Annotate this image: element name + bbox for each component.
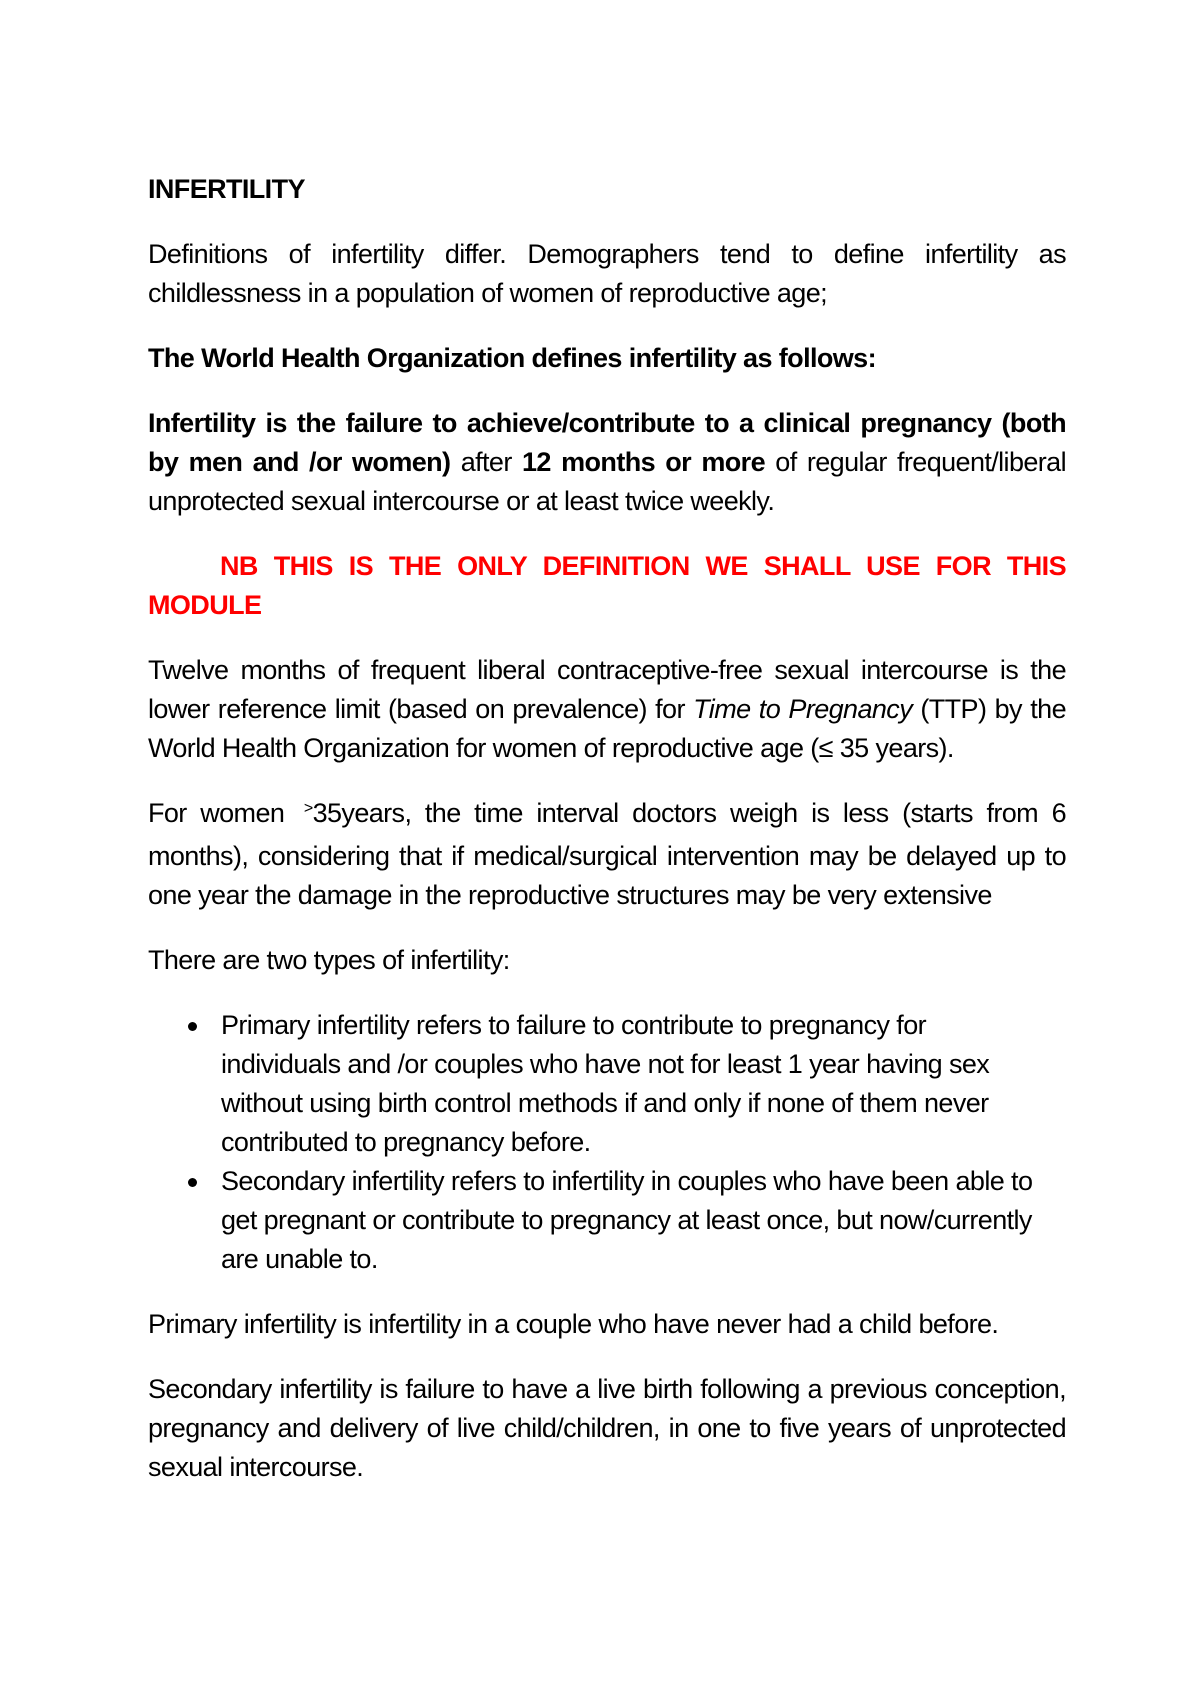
who-definition-bold-main: Infertility is the failure to achieve/contribute to a clinical pregnancy (both by men and /or women): [148, 408, 1066, 477]
list-item: [148, 1162, 1066, 1279]
document-title: INFERTILITY: [148, 174, 305, 204]
intro-paragraph: Definitions of infertility differ. Demographers tend to define infertility as childlessness in a population of women of reproductive age;: [148, 239, 1066, 308]
primary-summary: Primary infertility is infertility in a couple who have never had a child before.: [148, 1309, 999, 1339]
ttp-term: Time to Pregnancy: [693, 694, 913, 724]
list-item: [148, 1006, 1066, 1162]
greater-than-symbol: >: [303, 800, 313, 817]
over35-text-before: For women: [148, 798, 298, 828]
bullet-icon: [188, 1178, 197, 1187]
document-page: [148, 170, 1066, 1513]
infertility-types-list: [148, 1006, 1066, 1279]
secondary-type-text: Secondary infertility refers to infertility in couples who have been able to get pregnant or contribute to pregnancy at least once, but now/currently are unable to.: [221, 1166, 1033, 1274]
who-definition-duration: 12 months or more: [522, 447, 765, 477]
ttp-text-after: (TTP) by the World Health Organization for women of reproductive age (≤ 35 years).: [148, 694, 1066, 763]
over35-paragraph: [148, 794, 1066, 915]
over35-text-after: 35years, the time interval doctors weigh is less (starts from 6 months), considering that if medical/surgical intervention may be delayed up to one year the damage in the reproductive structures may be very extensive: [148, 798, 1067, 910]
who-definition-rest: of regular frequent/liberal unprotected sexual intercourse or at least twice weekly.: [148, 447, 1066, 516]
nb-notice: NB THIS IS THE ONLY DEFINITION WE SHALL USE FOR THIS MODULE: [148, 551, 1066, 620]
who-definition-paragraph: [148, 404, 1066, 521]
bullet-icon: [188, 1022, 197, 1031]
ttp-text-before: Twelve months of frequent liberal contraceptive-free sexual intercourse is the lower reference limit (based on prevalence) for: [148, 655, 1066, 724]
who-definition-after: after: [450, 447, 523, 477]
ttp-paragraph: [148, 651, 1066, 768]
secondary-summary: Secondary infertility is failure to have a live birth following a previous conception, pregnancy and delivery of live child/children, in one to five years of unprotected sexual intercourse.: [148, 1374, 1066, 1482]
primary-type-text: Primary infertility refers to failure to contribute to pregnancy for individuals and /or couples who have not for least 1 year having sex without using birth control methods if and only if none of them never contributed to pregnancy before.: [221, 1010, 990, 1157]
who-heading: The World Health Organization defines infertility as follows:: [148, 343, 876, 373]
types-intro: There are two types of infertility:: [148, 945, 510, 975]
